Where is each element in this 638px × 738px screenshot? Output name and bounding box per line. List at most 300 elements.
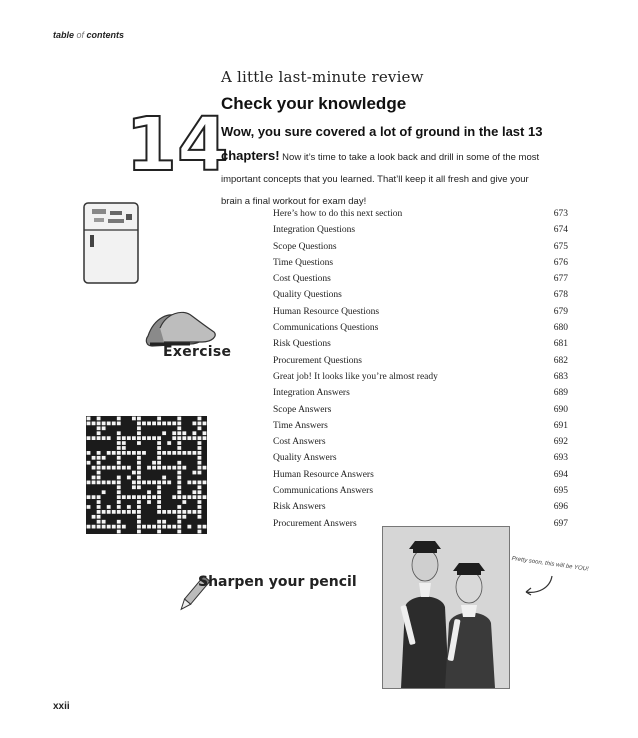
toc-entry-page: 682 [553,355,568,366]
crossword-cell [137,500,141,504]
crossword-cell [177,476,181,480]
crossword-cell [117,485,121,489]
crossword-cell [192,471,196,475]
crossword-cell [198,490,202,494]
crossword-cell [137,466,141,470]
toc-entry-title: Human Resource Questions [273,306,380,317]
crossword-cell [87,481,91,485]
graduates-photo [382,526,510,689]
crossword-cell [182,431,186,435]
crossword-cell [187,451,191,455]
crossword-cell [157,510,161,514]
crossword-cell [97,466,101,470]
fridge-magnets-icon [80,200,142,286]
crossword-cell [157,500,161,504]
crossword-cell [157,530,161,534]
crossword-cell [147,500,151,504]
toc-entry-page: 696 [553,502,568,513]
header-text-of: of [76,30,85,40]
exercise-label: Exercise [163,344,232,360]
crossword-cell [97,461,101,465]
crossword-cell [122,466,126,470]
crossword-cell [97,476,101,480]
crossword-cell [177,515,181,519]
crossword-cell [177,466,181,470]
intro-lead: Wow, you sure covered a lot of ground in the last 13 chapters! [221,124,543,163]
crossword-cell [157,481,161,485]
toc-row[interactable] [273,501,568,517]
toc-entry-page: 690 [553,404,568,415]
crossword-cell [198,510,202,514]
crossword-cell [97,471,101,475]
crossword-cell [117,530,121,534]
toc-entry-page: 674 [553,225,568,236]
crossword-cell [192,422,196,426]
crossword-cell [142,422,146,426]
crossword-cell [117,466,121,470]
crossword-cell [117,505,121,509]
crossword-cell [203,431,207,435]
crossword-cell [198,485,202,489]
crossword-cell [187,436,191,440]
crossword-cell [187,525,191,529]
crossword-cell [117,476,121,480]
crossword-cell [198,417,202,421]
crossword-cell [198,505,202,509]
crossword-cell [92,422,96,426]
crossword-cell [203,422,207,426]
crossword-cell [117,495,121,499]
crossword-cell [137,441,141,445]
crossword-cell [127,510,131,514]
crossword-cell [157,441,161,445]
crossword-cell [147,525,151,529]
crossword-cell [167,525,171,529]
crossword-cell [172,525,176,529]
photo-note: Pretty soon, this will be YOU! [511,556,589,573]
crossword-cell [102,481,106,485]
toc-entry-title: Risk Answers [273,502,326,513]
toc-entry-page: 678 [553,290,568,301]
crossword-cell [203,466,207,470]
toc-entry-title: Quality Questions [273,290,342,301]
crossword-cell [102,520,106,524]
crossword-cell [117,451,121,455]
crossword-cell [92,466,96,470]
crossword-cell [167,451,171,455]
crossword-cell [198,461,202,465]
crossword-cell [102,525,106,529]
crossword-cell [162,525,166,529]
crossword-cell [102,456,106,460]
crossword-cell [177,451,181,455]
toc-entry-page: 680 [553,323,568,334]
crossword-cell [102,436,106,440]
crossword-cell [198,422,202,426]
crossword-cell [117,422,121,426]
crossword-cell [167,441,171,445]
crossword-cell [177,505,181,509]
crossword-cell [137,431,141,435]
toc-row[interactable] [273,436,568,452]
crossword-cell [97,481,101,485]
crossword-cell [92,495,96,499]
crossword-cell [112,525,116,529]
crossword-cell [198,481,202,485]
crossword-cell [132,417,136,421]
crossword-cell [137,485,141,489]
crossword-cell [147,481,151,485]
toc-entry-title: Procurement Questions [273,355,362,366]
crossword-cell [172,431,176,435]
crossword-cell [147,490,151,494]
crossword-cell [142,436,146,440]
crossword-cell [198,525,202,529]
crossword-cell [117,520,121,524]
curved-arrow-icon [520,572,556,598]
crossword-cell [187,481,191,485]
crossword-cell [142,495,146,499]
toc-entry-page: 675 [553,241,568,252]
crossword-cell [107,451,111,455]
crossword-cell [157,495,161,499]
toc-entry-title: Communications Answers [273,486,374,497]
crossword-cell [117,510,121,514]
crossword-cell [192,436,196,440]
crossword-cell [92,525,96,529]
crossword-cell [132,436,136,440]
crossword-cell [157,436,161,440]
crossword-cell [198,436,202,440]
crossword-cell [87,417,91,421]
toc-row[interactable] [273,371,568,387]
toc-entry-title: Risk Questions [273,339,331,350]
toc-entry-page: 683 [553,371,568,382]
crossword-cell [117,417,121,421]
toc-entry-title: Scope Answers [273,404,332,415]
toc-row[interactable] [273,452,568,468]
crossword-cell [107,422,111,426]
crossword-cell [137,505,141,509]
crossword-cell [87,461,91,465]
crossword-cell [157,422,161,426]
crossword-cell [198,515,202,519]
page-number: xxii [53,701,70,712]
crossword-cell [167,466,171,470]
toc-row[interactable] [273,469,568,485]
crossword-cell [112,422,116,426]
crossword-cell [162,431,166,435]
crossword-cell [172,451,176,455]
crossword-cell [122,510,126,514]
toc-entry-page: 689 [553,388,568,399]
crossword-cell [137,417,141,421]
crossword-cell [137,451,141,455]
toc-entry-title: Quality Answers [273,453,337,464]
header-text-b: contents [84,30,125,40]
crossword-cell [97,510,101,514]
crossword-cell [192,481,196,485]
crossword-cell [157,525,161,529]
toc-entry-title: Integration Questions [273,225,356,236]
crossword-cell [198,451,202,455]
crossword-cell [137,495,141,499]
toc-entry-title: Scope Questions [273,241,337,252]
crossword-cell [157,505,161,509]
toc-row[interactable] [273,289,568,305]
toc-row[interactable] [273,241,568,257]
crossword-cell [132,471,136,475]
crossword-cell [167,422,171,426]
crossword-cell [107,505,111,509]
crossword-cell [122,446,126,450]
crossword-cell [87,495,91,499]
crossword-cell [177,520,181,524]
crossword-cell [92,515,96,519]
crossword-cell [92,476,96,480]
sharpen-pencil-label: Sharpen your pencil [198,574,357,590]
crossword-cell [152,422,156,426]
crossword-cell [137,461,141,465]
crossword-cell [102,422,106,426]
crossword-cell [97,436,101,440]
crossword-cell [177,436,181,440]
crossword-cell [147,422,151,426]
toc-entry-title: Cost Answers [273,437,326,448]
toc-row[interactable] [273,355,568,371]
crossword-cell [137,525,141,529]
crossword-cell [198,495,202,499]
crossword-cell [112,466,116,470]
chapter-number [125,92,229,192]
toc-row[interactable] [273,338,568,354]
crossword-cell [167,481,171,485]
crossword-cell [137,530,141,534]
crossword-cell [97,422,101,426]
header-text-a: table [53,30,77,40]
toc-entry-page: 694 [553,469,568,480]
crossword-cell [152,466,156,470]
toc-row[interactable] [273,485,568,501]
crossword-cell [192,510,196,514]
toc-entry-title: Here’s how to do this next section [273,209,403,219]
crossword-cell [127,466,131,470]
crossword-cell [107,436,111,440]
crossword-cell [162,451,166,455]
crossword-cell [87,422,91,426]
crossword-cell [97,417,101,421]
crossword-cell [192,495,196,499]
crossword-cell [147,495,151,499]
crossword-cell [162,476,166,480]
crossword-cell [102,510,106,514]
crossword-cell [187,495,191,499]
crossword-cell [127,476,131,480]
crossword-cell [97,520,101,524]
crossword-cell [152,481,156,485]
crossword-cell [182,466,186,470]
running-header [53,30,124,40]
crossword-cell [177,431,181,435]
toc-row[interactable] [273,224,568,240]
crossword-cell [117,525,121,529]
crossword-cell [172,495,176,499]
toc-entry-page: 681 [553,339,568,350]
crossword-cell [87,451,91,455]
toc-row[interactable] [273,387,568,403]
toc-entry-page: 676 [553,257,568,268]
chapter-intro [221,121,551,213]
toc-entry-title: Procurement Answers [273,518,357,529]
toc-entry-page: 673 [553,209,568,219]
toc-entry-page: 691 [553,420,568,431]
crossword-cell [117,481,121,485]
crossword-cell [97,451,101,455]
crossword-cell [142,481,146,485]
crossword-cell [122,436,126,440]
toc-entry-title: Human Resource Answers [273,469,374,480]
crossword-cell [177,510,181,514]
crossword-cell [132,481,136,485]
crossword-cell [137,476,141,480]
toc-entry-page: 677 [553,274,568,285]
crossword-cell [97,515,101,519]
crossword-cell [132,495,136,499]
crossword-cell [203,436,207,440]
crossword-cell [157,466,161,470]
crossword-cell [132,510,136,514]
crossword-cell [152,436,156,440]
crossword-cell [142,525,146,529]
crossword-cell [157,417,161,421]
crossword-cell [137,436,141,440]
toc-list [273,208,568,534]
crossword-cell [162,466,166,470]
crossword-cell [137,471,141,475]
crossword-cell [92,456,96,460]
crossword-cell [198,446,202,450]
crossword-cell [157,446,161,450]
crossword-cell [192,431,196,435]
crossword-cell [102,426,106,430]
crossword-cell [198,471,202,475]
crossword-cell [147,466,151,470]
toc-entry-title: Time Answers [273,420,328,431]
crossword-cell [127,436,131,440]
crossword-cell [127,451,131,455]
toc-entry-title: Cost Questions [273,274,331,285]
crossword-cell [97,505,101,509]
toc-row[interactable] [273,257,568,273]
chapter-title: Check your knowledge [221,94,407,113]
crossword-cell [177,481,181,485]
toc-entry-title: Integration Answers [273,388,350,399]
crossword-cell [172,510,176,514]
crossword-cell [157,456,161,460]
crossword-cell [172,436,176,440]
crossword-cell [107,481,111,485]
crossword-cell [182,510,186,514]
crossword-cell [107,510,111,514]
toc-row[interactable] [273,273,568,289]
crossword-cell [122,441,126,445]
crossword-cell [117,436,121,440]
crossword-cell [177,485,181,489]
toc-entry-title: Communications Questions [273,323,379,334]
toc-entry-page: 693 [553,453,568,464]
crossword-cell [137,456,141,460]
crossword-cell [137,510,141,514]
chapter-subtitle: A little last-minute review [221,68,424,86]
crossword-cell [177,422,181,426]
crossword-cell [182,500,186,504]
crossword-cell [177,495,181,499]
crossword-cell [117,431,121,435]
crossword-cell [198,500,202,504]
crossword-cell [162,422,166,426]
crossword-cell [162,520,166,524]
crossword-cell [87,525,91,529]
crossword-cell [122,525,126,529]
crossword-cell [157,520,161,524]
crossword-cell [177,471,181,475]
crossword-cell [107,466,111,470]
crossword-cell [203,481,207,485]
crossword-cell [182,436,186,440]
crossword-cell [192,490,196,494]
crossword-cell [162,481,166,485]
crossword-cell [198,426,202,430]
crossword-cell [152,495,156,499]
crossword-cell [203,495,207,499]
crossword-cell [187,510,191,514]
crossword-cell [157,461,161,465]
crossword-cell [132,485,136,489]
crossword-cell [117,500,121,504]
crossword-cell [117,441,121,445]
toc-row[interactable] [273,306,568,322]
crossword-cell [117,461,121,465]
crossword-cell [182,451,186,455]
toc-row[interactable] [273,404,568,420]
toc-row[interactable] [273,420,568,436]
crossword-cell [177,490,181,494]
crossword-cell [137,481,141,485]
chapter-number-text: 14 [125,102,229,188]
toc-entry-title: Time Questions [273,257,334,268]
toc-entry-page: 692 [553,437,568,448]
crossword-cell [157,451,161,455]
crossword-cell [198,441,202,445]
crossword-cell [142,451,146,455]
crossword-cell [152,525,156,529]
crossword-cell [157,485,161,489]
toc-entry-page: 697 [553,518,568,529]
crossword-cell [122,451,126,455]
toc-row[interactable] [273,322,568,338]
crossword-cell [172,422,176,426]
crossword-cell [117,490,121,494]
crossword-cell [172,466,176,470]
crossword-cell [152,461,156,465]
crossword-cell [87,436,91,440]
toc-row[interactable] [273,208,568,224]
crossword-cell [182,495,186,499]
crossword-cell [87,505,91,509]
crossword-cell [107,525,111,529]
crossword-cell [177,525,181,529]
crossword-cell [182,515,186,519]
